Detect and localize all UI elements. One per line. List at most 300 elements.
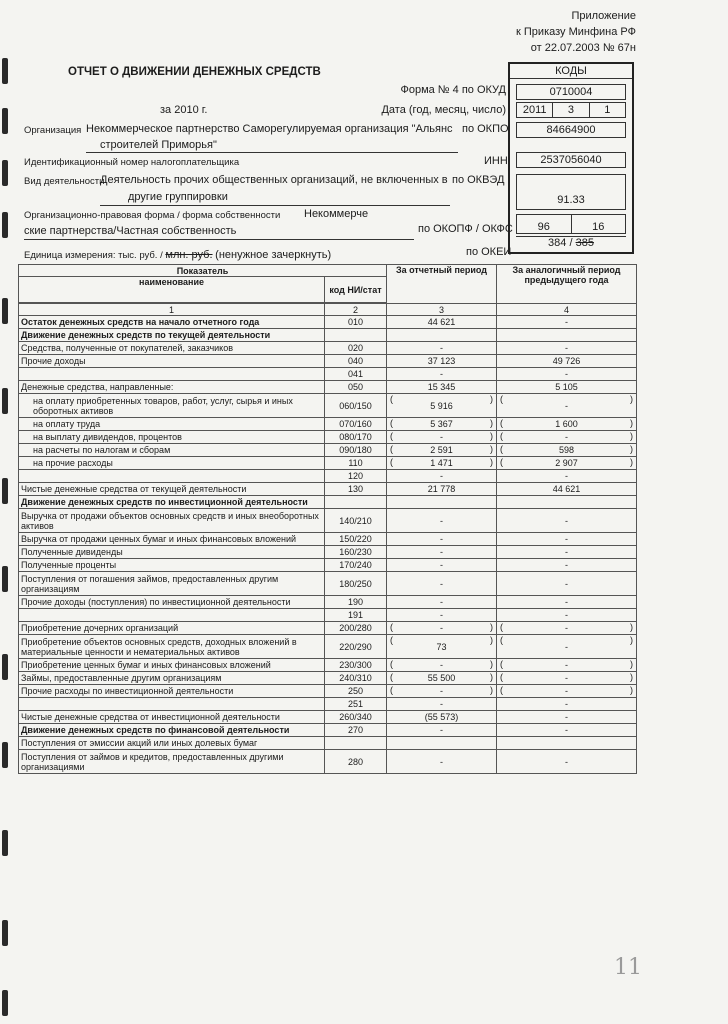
row-code: 010 [325,316,387,329]
unit-strike-text: млн. руб. [165,249,213,261]
binder-hole [2,990,8,1016]
table-row [19,609,637,622]
order-date-line: от 22.07.2003 № 67н [530,42,636,54]
row-name: Поступления от эмиссии акций или иных долевых бумаг [19,737,325,750]
row-name: Движение денежных средств по финансовой деятельности [19,724,325,737]
row-prev-value [497,394,637,418]
row-code: 040 [325,355,387,368]
close-paren: ) [490,431,493,441]
value-text: 1 471 [430,458,453,468]
row-prev-value [497,533,637,546]
close-paren: ) [630,672,633,682]
close-paren: ) [630,431,633,441]
row-code: 160/230 [325,546,387,559]
value-text: 73 [436,641,447,652]
open-paren: ( [390,418,393,428]
col-num-4: 4 [497,304,637,316]
open-paren: ( [390,394,393,404]
row-code: 190 [325,596,387,609]
value-text: - [440,756,443,767]
col-indicator-header: Показатель [19,265,387,277]
table-row [19,394,637,418]
okved-code: 91.33 [516,174,626,210]
legal-form-line2: ские партнерства/Частная собственность [24,225,237,237]
row-current-value [387,685,497,698]
legal-underline [24,239,414,240]
binder-hole [2,654,8,680]
row-current-value [387,622,497,635]
binder-hole [2,108,8,134]
table-row [19,572,637,596]
row-current-value [387,737,497,750]
value-text: - [440,547,443,557]
close-paren: ) [490,418,493,428]
row-prev-value [497,509,637,533]
okopf-label: по ОКОПФ / ОКФС [418,223,513,235]
cashflow-table [18,264,637,774]
org-name-line1: Некоммерческое партнерство Саморегулируемая организация "Альянс [86,123,453,135]
value-text: - [440,534,443,544]
binder-hole [2,830,8,856]
inn-full-label: Идентификационный номер налогоплательщика [24,157,240,168]
okopf-value: 96 [537,221,550,233]
row-code: 270 [325,724,387,737]
table-row [19,685,637,698]
close-paren: ) [630,444,633,454]
row-prev-value [497,724,637,737]
okpo-label: по ОКПО [462,123,509,135]
binder-hole [2,212,8,238]
row-code: 110 [325,457,387,470]
binder-hole [2,388,8,414]
row-prev-value [497,355,637,368]
row-prev-value [497,483,637,496]
value-text: - [440,578,443,589]
table-row [19,483,637,496]
value-text: - [565,369,568,379]
close-paren: ) [630,685,633,695]
row-prev-value [497,711,637,724]
row-current-value [387,635,497,659]
table-row [19,418,637,431]
row-name: Прочие доходы [19,355,325,368]
table-row [19,368,637,381]
row-prev-value [497,546,637,559]
table-row [19,444,637,457]
value-text: 2 591 [430,445,453,455]
row-name: Денежные средства, направленные: [19,381,325,394]
value-text: - [565,400,568,411]
report-year: за 2010 г. [160,104,208,116]
col-num-3: 3 [387,304,497,316]
row-current-value [387,355,497,368]
col-prev-header: За аналогичный период предыдущего года [497,265,637,304]
row-current-value [387,724,497,737]
close-paren: ) [490,685,493,695]
row-name: на оплату приобретенных товаров, работ, услуг, сырья и иных оборотных активов [19,394,325,418]
row-current-value [387,342,497,355]
row-code: 090/180 [325,444,387,457]
row-name: Приобретение объектов основных средств, доходных вложений в материальные ценности и нематериальных активов [19,635,325,659]
open-paren: ( [390,431,393,441]
row-name: Прочие расходы по инвестиционной деятельности [19,685,325,698]
value-text: 2 907 [555,458,578,468]
row-name: Прочие доходы (поступления) по инвестиционной деятельности [19,596,325,609]
row-code: 140/210 [325,509,387,533]
table-row [19,342,637,355]
row-name: Выручка от продажи объектов основных средств и иных внеоборотных активов [19,509,325,533]
value-text: - [565,534,568,544]
row-code: 250 [325,685,387,698]
row-prev-value [497,342,637,355]
value-text: - [565,712,568,722]
row-prev-value [497,698,637,711]
table-row [19,496,637,509]
binder-hole [2,160,8,186]
row-name: Чистые денежные средства от текущей деятельности [19,483,325,496]
row-prev-value [497,559,637,572]
row-current-value [387,381,497,394]
value-text: - [440,560,443,570]
unit-note: (ненужное зачеркнуть) [215,249,332,261]
value-text: 5 367 [430,419,453,429]
inn-code: 2537056040 [516,152,626,168]
row-code [325,329,387,342]
table-row [19,470,637,483]
row-current-value [387,698,497,711]
org-label: Организация [24,125,82,136]
open-paren: ( [500,444,503,454]
value-text: 5 105 [555,382,578,392]
col-name-header: наименование [19,277,325,303]
row-name [19,609,325,622]
open-paren: ( [390,444,393,454]
table-row [19,509,637,533]
okved-label: по ОКВЭД [452,174,505,186]
open-paren: ( [500,622,503,632]
close-paren: ) [630,457,633,467]
value-text: 49 726 [552,356,581,366]
row-code: 180/250 [325,572,387,596]
row-current-value [387,572,497,596]
okei-label: по ОКЕИ [466,246,512,258]
row-prev-value [497,622,637,635]
row-name: Полученные дивиденды [19,546,325,559]
row-current-value [387,559,497,572]
row-code: 020 [325,342,387,355]
row-code: 240/310 [325,672,387,685]
close-paren: ) [490,622,493,632]
value-text: - [440,699,443,709]
value-text: (55 573) [424,712,459,722]
value-text: - [565,343,568,353]
open-paren: ( [390,622,393,632]
value-text: - [565,699,568,709]
table-row [19,724,637,737]
row-prev-value [497,672,637,685]
open-paren: ( [500,672,503,682]
open-paren: ( [390,685,393,695]
row-prev-value [497,496,637,509]
binder-hole [2,920,8,946]
row-current-value [387,609,497,622]
value-text: 21 778 [427,484,456,494]
value-text: - [565,660,568,670]
table-row [19,559,637,572]
value-text: - [565,623,568,633]
open-paren: ( [500,685,503,695]
okei-value-b: 385 [575,237,594,249]
row-prev-value [497,418,637,431]
codes-header: КОДЫ [510,64,632,79]
table-row [19,533,637,546]
table-row [19,457,637,470]
legal-form-label: Организационно-правовая форма / форма собственности [24,210,281,221]
value-text: - [440,610,443,620]
row-code [325,737,387,750]
okud-label: Форма № 4 по ОКУД [400,84,506,96]
row-prev-value [497,470,637,483]
row-name: на прочие расходы [19,457,325,470]
row-name: Займы, предоставленные другим организациям [19,672,325,685]
table-row [19,711,637,724]
open-paren: ( [500,457,503,467]
cashflow-table-body [19,265,637,774]
value-text: - [440,597,443,607]
row-name: Приобретение дочерних организаций [19,622,325,635]
okfs-value: 16 [571,215,626,233]
open-paren: ( [390,635,393,645]
open-paren: ( [390,457,393,467]
row-name: на оплату труда [19,418,325,431]
close-paren: ) [630,635,633,645]
value-text: - [565,725,568,735]
value-text: 598 [558,445,575,455]
row-name [19,470,325,483]
table-row [19,546,637,559]
open-paren: ( [390,659,393,669]
row-current-value [387,431,497,444]
date-label: Дата (год, месяц, число) [381,104,506,116]
open-paren: ( [500,431,503,441]
row-current-value [387,496,497,509]
value-text: 44 621 [427,317,456,327]
value-text: - [565,641,568,652]
page-number: 11 [614,955,642,980]
value-text: - [565,578,568,589]
row-prev-value [497,368,637,381]
row-prev-value [497,635,637,659]
okopf-code [516,214,626,234]
row-prev-value [497,750,637,774]
close-paren: ) [630,418,633,428]
unit-label [24,249,331,261]
row-code: 260/340 [325,711,387,724]
row-name: Полученные проценты [19,559,325,572]
okei-value-a: 384 / [548,237,573,249]
row-current-value [387,329,497,342]
row-name: Остаток денежных средств на начало отчетного года [19,316,325,329]
binder-hole [2,566,8,592]
value-text: 44 621 [552,484,581,494]
row-current-value [387,394,497,418]
value-text: - [565,756,568,767]
row-current-value [387,457,497,470]
value-text: - [565,610,568,620]
row-current-value [387,470,497,483]
row-name: на выплату дивидендов, процентов [19,431,325,444]
close-paren: ) [490,444,493,454]
row-code: 251 [325,698,387,711]
value-text: - [440,471,443,481]
okud-code: 0710004 [516,84,626,100]
org-name-line2: строителей Приморья" [100,139,217,151]
value-text: - [440,343,443,353]
table-row [19,596,637,609]
inn-label: ИНН [484,155,508,167]
table-row [19,672,637,685]
row-code: 280 [325,750,387,774]
row-code: 080/170 [325,431,387,444]
value-text: - [565,560,568,570]
date-year: 2011 [517,103,553,117]
row-prev-value [497,572,637,596]
table-header-row [19,265,637,277]
activity-label: Вид деятельности [24,176,105,187]
row-name: Чистые денежные средства от инвестиционной деятельности [19,711,325,724]
row-current-value [387,672,497,685]
value-text: - [440,725,443,735]
row-code: 191 [325,609,387,622]
legal-form-line1: Некоммерче [304,208,369,220]
value-text: - [565,471,568,481]
value-text: - [565,515,568,526]
open-paren: ( [390,672,393,682]
table-row [19,316,637,329]
value-text: 37 123 [427,356,456,366]
table-row [19,698,637,711]
row-code: 130 [325,483,387,496]
col-num-1: 1 [19,304,325,316]
table-row [19,355,637,368]
open-paren: ( [500,635,503,645]
close-paren: ) [630,622,633,632]
row-name [19,368,325,381]
row-prev-value [497,596,637,609]
close-paren: ) [490,659,493,669]
row-prev-value [497,444,637,457]
date-code [516,102,626,118]
row-name: Поступления от займов и кредитов, предоставленных другими организациями [19,750,325,774]
row-current-value [387,596,497,609]
row-code: 220/290 [325,635,387,659]
org-underline [86,152,458,153]
unit-text: Единица измерения: тыс. руб. / [24,250,163,261]
row-current-value [387,750,497,774]
col-current-header: За отчетный период [387,265,497,304]
row-current-value [387,546,497,559]
value-text: 15 345 [427,382,456,392]
binder-spine [0,0,14,1024]
table-row [19,431,637,444]
row-prev-value [497,329,637,342]
value-text: 1 600 [555,419,578,429]
row-current-value [387,509,497,533]
close-paren: ) [630,659,633,669]
appendix-line: Приложение [571,10,636,22]
table-row [19,329,637,342]
value-text: - [440,515,443,526]
date-month: 3 [553,103,589,117]
col-num-2: 2 [325,304,387,316]
value-text: - [565,547,568,557]
close-paren: ) [490,672,493,682]
value-text: - [565,673,568,683]
table-row [19,635,637,659]
row-code: 200/280 [325,622,387,635]
row-prev-value [497,609,637,622]
value-text: - [440,432,443,442]
value-text: - [565,597,568,607]
row-code: 060/150 [325,394,387,418]
row-name: Поступления от погашения займов, предоставленных другим организациям [19,572,325,596]
table-row [19,750,637,774]
value-text: - [440,686,443,696]
date-day: 1 [604,104,611,116]
binder-hole [2,58,8,84]
close-paren: ) [490,635,493,645]
row-current-value [387,444,497,457]
row-name: Движение денежных средств по инвестиционной деятельности [19,496,325,509]
row-prev-value [497,381,637,394]
close-paren: ) [630,394,633,404]
row-prev-value [497,431,637,444]
row-code: 041 [325,368,387,381]
value-text: - [565,686,568,696]
row-prev-value [497,685,637,698]
value-text: 55 500 [427,673,456,683]
row-name: Средства, полученные от покупателей, заказчиков [19,342,325,355]
value-text: - [565,432,568,442]
row-prev-value [497,316,637,329]
value-text: - [440,660,443,670]
row-current-value [387,418,497,431]
row-prev-value [497,737,637,750]
row-current-value [387,483,497,496]
row-code: 070/160 [325,418,387,431]
okei-code [516,236,626,249]
row-code [325,496,387,509]
row-code: 170/240 [325,559,387,572]
binder-hole [2,478,8,504]
table-row [19,659,637,672]
codes-box [508,62,634,254]
activity-underline [100,205,450,206]
row-code: 120 [325,470,387,483]
row-code: 050 [325,381,387,394]
table-row [19,737,637,750]
row-name: на расчеты по налогам и сборам [19,444,325,457]
row-name: Движение денежных средств по текущей деятельности [19,329,325,342]
row-current-value [387,316,497,329]
row-current-value [387,368,497,381]
row-current-value [387,659,497,672]
open-paren: ( [500,418,503,428]
close-paren: ) [490,394,493,404]
row-name: Приобретение ценных бумаг и иных финансовых вложений [19,659,325,672]
value-text: - [565,317,568,327]
open-paren: ( [500,394,503,404]
